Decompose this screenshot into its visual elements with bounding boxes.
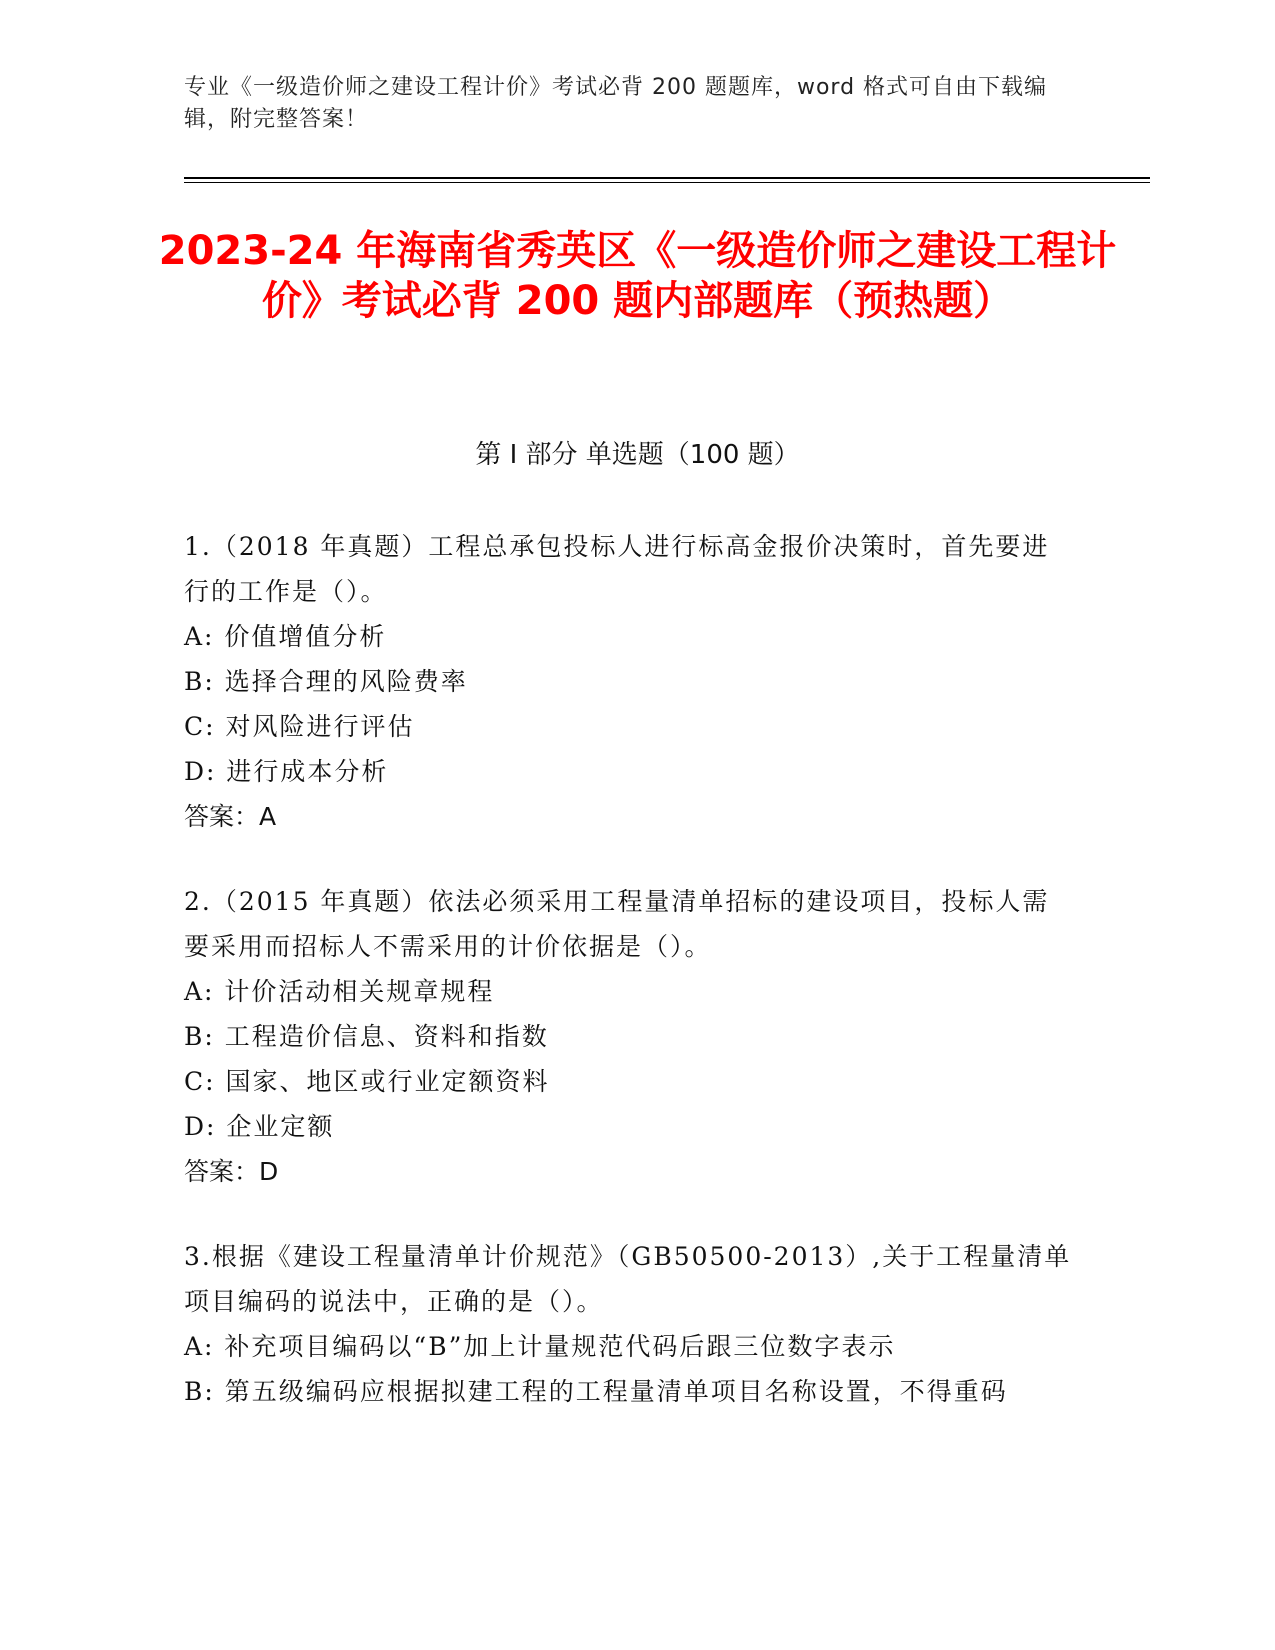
question-stem: 3.根据《建设工程量清单计价规范》（GB50500-2013）,关于工程量清单项目编码的说法中，正确的是（）。 xyxy=(184,1242,1072,1316)
question-3 xyxy=(184,1234,1074,1414)
question-1 xyxy=(184,524,1074,839)
answer: 答案：D xyxy=(184,1157,279,1186)
header-rule-thin xyxy=(184,182,1150,183)
option-a: A: 价值增值分析 xyxy=(184,622,387,651)
header-rule-thick xyxy=(184,177,1150,179)
question-list xyxy=(184,524,1074,1454)
option-d: D: 企业定额 xyxy=(184,1112,335,1141)
answer: 答案：A xyxy=(184,802,277,831)
document-title: 2023-24 年海南省秀英区《一级造价师之建设工程计价》考试必背 200 题内部题库（预热题） xyxy=(158,228,1117,324)
option-b: B: 选择合理的风险费率 xyxy=(184,667,468,696)
section-title: 第 I 部分 单选题（100 题） xyxy=(475,440,800,470)
option-d: D: 进行成本分析 xyxy=(184,757,389,786)
question-2 xyxy=(184,879,1074,1194)
option-c: C: 国家、地区或行业定额资料 xyxy=(184,1067,550,1096)
option-c: C: 对风险进行评估 xyxy=(184,712,415,741)
page-header: 专业《一级造价师之建设工程计价》考试必背 200 题题库，word 格式可自由下载编辑，附完整答案！ xyxy=(184,75,1048,132)
option-a: A: 计价活动相关规章规程 xyxy=(184,977,495,1006)
option-b: B: 第五级编码应根据拟建工程的工程量清单项目名称设置，不得重码 xyxy=(184,1377,1008,1406)
question-stem: 1.（2018 年真题）工程总承包投标人进行标高金报价决策时，首先要进行的工作是（）。 xyxy=(184,532,1050,606)
question-stem: 2.（2015 年真题）依法必须采用工程量清单招标的建设项目，投标人需要采用而招标人不需采用的计价依据是（）。 xyxy=(184,887,1050,961)
option-b: B: 工程造价信息、资料和指数 xyxy=(184,1022,549,1051)
option-a: A: 补充项目编码以“B”加上计量规范代码后跟三位数字表示 xyxy=(184,1332,896,1361)
